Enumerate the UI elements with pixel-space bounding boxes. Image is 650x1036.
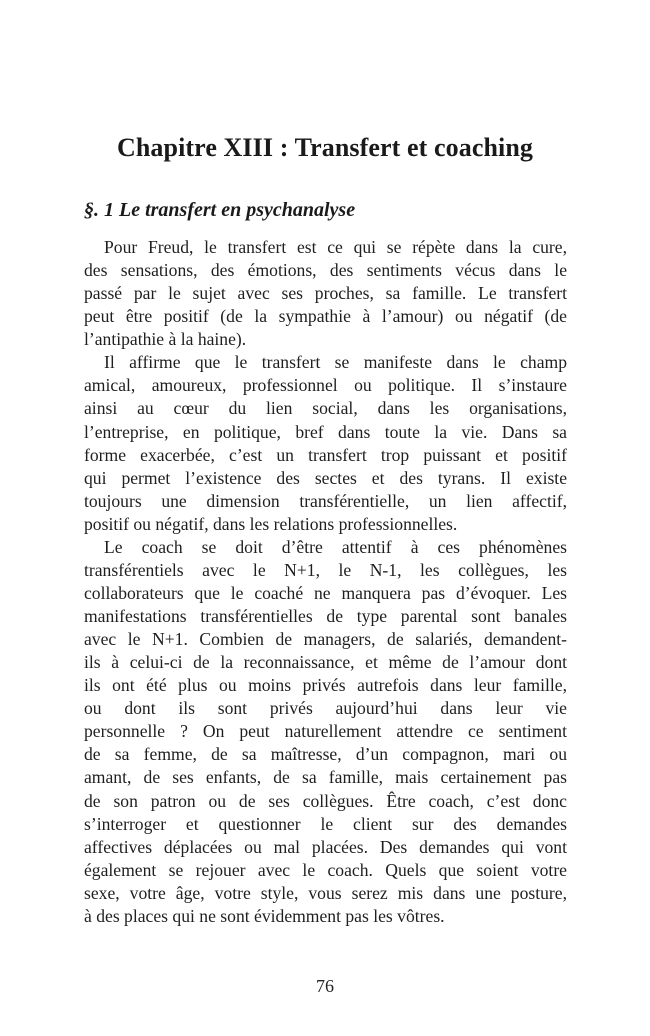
- text-line: toujours une dimension transférentielle, un lien affectif,: [84, 490, 567, 511]
- body-text: [84, 236, 567, 928]
- text-line: l’antipathie à la haine).: [84, 329, 247, 350]
- text-line: ils à celui-ci de la reconnaissance, et même de l’amour dont: [84, 652, 567, 673]
- text-line: ils ont été plus ou moins privés autrefois dans leur famille,: [84, 675, 567, 696]
- text-line: transférentiels avec le N+1, le N-1, les collègues, les: [84, 559, 567, 580]
- text-line: de sa femme, de sa maîtresse, d’un compagnon, mari ou: [84, 744, 567, 765]
- text-line: ou dont ils sont privés aujourd’hui dans leur vie: [84, 698, 567, 719]
- text-line: Il affirme que le transfert se manifeste dans le champ: [104, 352, 567, 373]
- text-line: sexe, votre âge, votre style, vous serez mis dans une posture,: [84, 882, 567, 903]
- text-line: peut être positif (de la sympathie à l’amour) ou négatif (de: [84, 306, 567, 327]
- text-line: également se rejouer avec le coach. Quels que soient votre: [84, 859, 567, 880]
- section-title: §. 1 Le transfert en psychanalyse: [84, 199, 356, 221]
- text-line: positif ou négatif, dans les relations professionnelles.: [84, 513, 458, 534]
- text-line: l’entreprise, en politique, bref dans toute la vie. Dans sa: [84, 421, 567, 442]
- text-line: de son patron ou de ses collègues. Être coach, c’est donc: [84, 790, 567, 811]
- text-line: des sensations, des émotions, des sentiments vécus dans le: [84, 260, 567, 281]
- text-line: qui permet l’existence des sectes et des tyrans. Il existe: [84, 467, 567, 488]
- chapter-title: Chapitre XIII : Transfert et coaching: [116, 133, 534, 162]
- text-line: passé par le sujet avec ses proches, sa famille. Le transfert: [84, 283, 567, 304]
- text-line: collaborateurs que le coaché ne manquera pas d’évoquer. Les: [84, 582, 567, 603]
- text-line: amant, de ses enfants, de sa famille, mais certainement pas: [84, 767, 567, 788]
- text-line: ainsi au cœur du lien social, dans les organisations,: [84, 398, 567, 419]
- text-line: personnelle ? On peut naturellement attendre ce sentiment: [84, 721, 567, 742]
- text-line: s’interroger et questionner le client sur des demandes: [84, 813, 567, 834]
- text-line: affectives déplacées ou mal placées. Des demandes qui vont: [84, 836, 567, 857]
- text-line: amical, amoureux, professionnel ou politique. Il s’instaure: [84, 375, 567, 396]
- text-line: forme exacerbée, c’est un transfert trop puissant et positif: [84, 444, 567, 465]
- text-line: Pour Freud, le transfert est ce qui se répète dans la cure,: [104, 237, 567, 257]
- text-line: Le coach se doit d’être attentif à ces phénomènes: [104, 536, 567, 557]
- text-line: manifestations transférentielles de type parental sont banales: [84, 606, 567, 626]
- text-line: avec le N+1. Combien de managers, de salariés, demandent-: [84, 629, 567, 650]
- page-number: 76: [316, 976, 334, 996]
- text-line: à des places qui ne sont évidemment pas les vôtres.: [84, 905, 445, 926]
